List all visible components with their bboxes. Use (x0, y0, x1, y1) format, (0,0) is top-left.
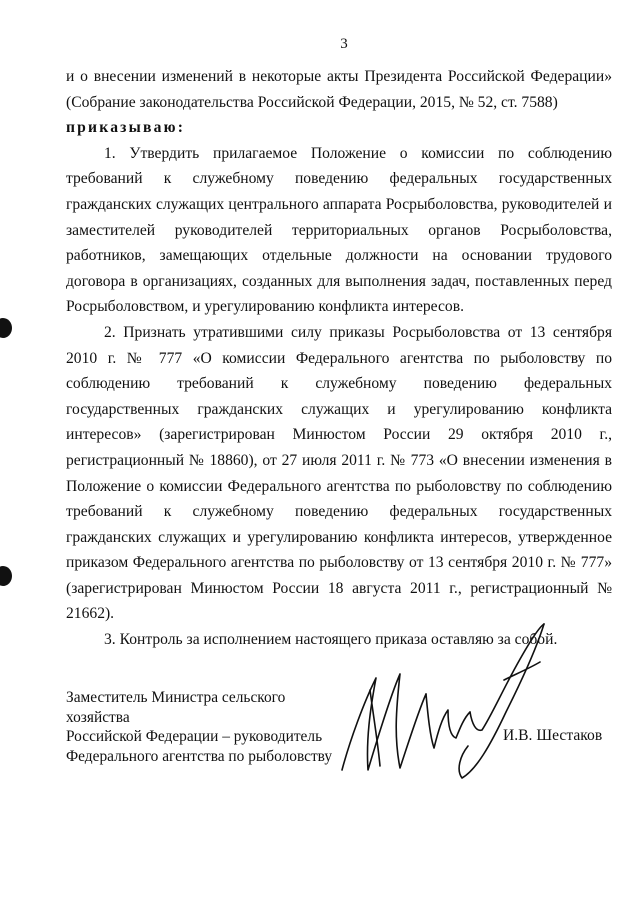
signatory-position (66, 688, 346, 766)
punch-hole (0, 566, 12, 586)
signatory-position-line: Заместитель Министра сельского хозяйства (66, 689, 286, 726)
page-number: 3 (340, 36, 348, 52)
handwritten-signature (330, 620, 550, 780)
signatory-position-line: Федерального агентства по рыболовству (66, 747, 333, 765)
order-word: приказываю: (66, 119, 186, 137)
paragraph-item-3: 3. Контроль за исполнением настоящего приказа оставляю за собой. (104, 631, 558, 649)
punch-hole (0, 318, 12, 338)
paragraph-continuation: и о внесении изменений в некоторые акты Президента Российской Федерации» (Собрание законодательства Российской Федерации, 2015, № 52, ст. 7588) (66, 68, 612, 111)
document-body (66, 64, 612, 653)
signatory-position-line: Российской Федерации – руководитель (66, 728, 323, 745)
signer-name: И.В. Шестаков (503, 727, 603, 744)
paragraph-item-2: 2. Признать утратившими силу приказы Росрыболовства от 13 сентября 2010 г. № 777 «О комиссии Федерального агентства по рыболовству по соблюдению требований к служебному поведению федеральных государственных гражданских служащих и урегулированию конфликта интересов» (зарегистрирован Минюстом России 29 октября 2010 г., регистрационный № 18860), от 27 июля 2011 г. № 773 «О внесении изменения в Положение о комиссии Федерального агентства по рыболовству по соблюдению требований к служебному поведению федеральных государственных гражданских служащих и урегулированию конфликта интересов, утвержденное приказом Федерального агентства по рыболовству от 13 сентября 2010 г. № 777» (зарегистрирован Минюстом России 18 августа 2011 г., регистрационный № 21662). (66, 323, 612, 623)
paragraph-item-1: 1. Утвердить прилагаемое Положение о комиссии по соблюдению требований к служебному поведению федеральных государственных гражданских служащих центрального аппарата Росрыболовства, руководителей и заместителей руководителей территориальных органов Росрыболовства, работников, замещающих отдельные должности на основании трудового договора в организациях, созданных для выполнения задач, поставленных перед Росрыболовством, и урегулированию конфликта интересов. (66, 144, 612, 316)
